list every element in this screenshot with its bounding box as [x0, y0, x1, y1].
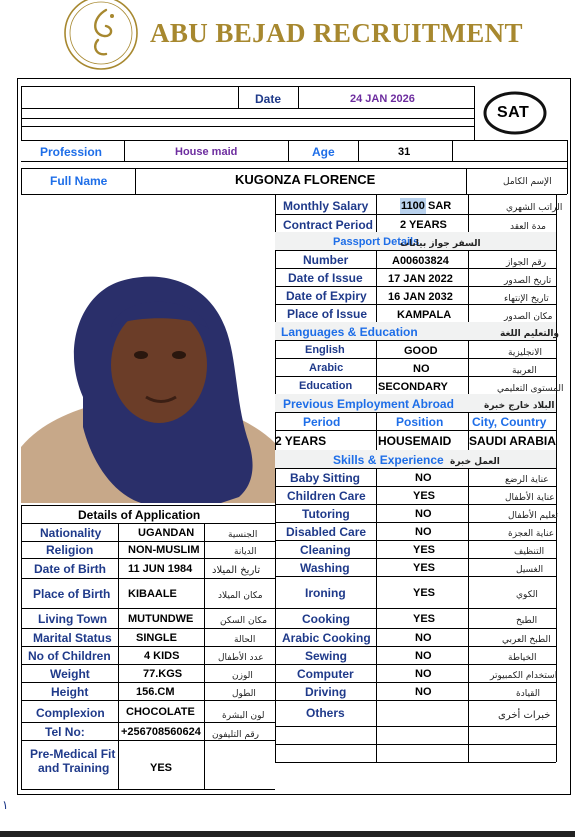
app-religion-ar: الديانة	[234, 547, 257, 557]
date-label: Date	[255, 92, 282, 106]
skill-arabiccooking-ar: الطبخ العربي	[502, 635, 551, 645]
app-premedical-label-2: and Training	[38, 761, 110, 775]
app-premedical-label-1: Pre-Medical Fit	[30, 747, 116, 761]
photo-illustration	[21, 197, 275, 503]
passport-header: Passport Details	[333, 236, 420, 248]
languages-header: Languages & Education	[281, 325, 418, 339]
skill-computer-label: Computer	[297, 667, 354, 681]
skill-arabiccooking-label: Arabic Cooking	[282, 631, 371, 645]
skill-cleaning-value: YES	[413, 544, 436, 556]
company-name: ABU BEJAD RECRUITMENT	[150, 18, 523, 48]
app-children-label: No of Children	[28, 649, 111, 663]
company-logo	[62, 0, 140, 72]
lang-arabic-label: Arabic	[309, 362, 344, 374]
skill-sewing-ar: الخياطة	[508, 653, 537, 663]
app-tel-label: Tel No:	[45, 725, 85, 739]
app-complexion-label: Complexion	[36, 706, 105, 720]
passport-issue-label: Date of Issue	[288, 271, 363, 285]
page-number: ١	[2, 798, 9, 812]
employment-header: Previous Employment Abroad	[283, 397, 454, 411]
skill-babysitting-label: Baby Sitting	[290, 471, 361, 485]
skill-cooking-ar: الطبخ	[516, 616, 538, 626]
skill-washing-label: Washing	[300, 561, 350, 575]
app-marital-ar: الحالة	[234, 635, 256, 645]
contract-value: 2 YEARS	[400, 219, 447, 231]
skill-cooking-label: Cooking	[302, 612, 350, 626]
contract-label: Contract Period	[283, 218, 374, 232]
age-label: Age	[312, 145, 335, 159]
app-religion-value: NON-MUSLIM	[128, 544, 200, 556]
app-pob-label: Place of Birth	[33, 587, 111, 601]
skill-disabledcare-value: NO	[415, 526, 432, 538]
skill-driving-label: Driving	[305, 685, 347, 699]
app-dob-ar: تاريخ الميلاد	[212, 565, 261, 576]
skills-header: Skills & Experience	[333, 453, 444, 467]
app-children-ar: عدد الأطفال	[218, 653, 264, 663]
passport-expiry-ar: تاريخ الإنتهاء	[504, 294, 549, 304]
lang-english-label: English	[305, 344, 345, 356]
fullname-value: KUGONZA FLORENCE	[235, 172, 376, 187]
lang-english-value: GOOD	[404, 345, 438, 357]
lang-education-ar: المستوى التعليمي	[497, 384, 564, 394]
skill-tutoring-label: Tutoring	[302, 507, 350, 521]
salary-currency: SAR	[428, 200, 452, 212]
lang-arabic-ar: العربية	[512, 366, 537, 376]
employment-position-header: Position	[396, 415, 444, 429]
app-children-value: 4 KIDS	[144, 650, 180, 662]
skill-cleaning-label: Cleaning	[300, 543, 351, 557]
skill-ironing-label: Ironing	[305, 586, 346, 600]
skill-sewing-value: NO	[415, 650, 432, 662]
salary-amount: 1100	[401, 200, 425, 212]
applicant-photo	[21, 197, 275, 503]
passport-number-ar: رقم الجواز	[506, 258, 547, 268]
passport-expiry-value: 16 JAN 2032	[388, 291, 453, 303]
skill-tutoring-ar: تعليم الأطفال	[508, 511, 559, 521]
age-value: 31	[398, 146, 411, 158]
app-marital-value: SINGLE	[136, 632, 177, 644]
lang-english-ar: الانجليزية	[508, 348, 542, 358]
skill-babysitting-value: NO	[415, 472, 432, 484]
profession-value: House maid	[175, 146, 238, 158]
skill-others-label: Others	[306, 706, 345, 720]
skills-header-ar: العمل خبرة	[450, 457, 500, 467]
app-height-label: Height	[51, 685, 89, 699]
contract-ar: مدة العقد	[510, 222, 546, 232]
skill-disabledcare-label: Disabled Care	[286, 525, 367, 539]
employment-position: HOUSEMAID	[378, 434, 452, 448]
app-height-value: 156.CM	[136, 686, 175, 698]
app-dob-label: Date of Birth	[34, 562, 106, 576]
app-pob-value: KIBAALE	[128, 588, 177, 600]
passport-number-value: A00603824	[392, 255, 449, 267]
fullname-ar: الإسم الكامل	[503, 177, 552, 187]
app-height-ar: الطول	[232, 689, 256, 699]
app-weight-value: 77.KGS	[143, 668, 183, 680]
app-weight-ar: الوزن	[232, 671, 253, 681]
footer-bar	[0, 831, 575, 837]
skill-cooking-value: YES	[413, 613, 436, 625]
skill-arabiccooking-value: NO	[415, 632, 432, 644]
skill-tutoring-value: NO	[415, 508, 432, 520]
salary-ar: الراتب الشهري	[506, 203, 563, 213]
skill-ironing-ar: الكوي	[516, 590, 538, 600]
passport-issue-value: 17 JAN 2022	[388, 273, 453, 285]
app-nationality-ar: الجنسية	[228, 530, 258, 540]
app-premedical-value: YES	[150, 762, 173, 774]
languages-header-ar: والتعليم اللغة	[500, 329, 560, 339]
skill-babysitting-ar: عناية الرضع	[505, 475, 549, 485]
employment-country: SAUDI ARABIA	[469, 434, 556, 448]
passport-place-ar: مكان الصدور	[504, 312, 553, 322]
app-dob-value: 11 JUN 1984	[128, 563, 193, 575]
skill-washing-ar: الغسيل	[516, 565, 544, 575]
sat-logo-text: SAT	[497, 104, 530, 121]
fullname-label: Full Name	[50, 174, 108, 188]
skill-washing-value: YES	[413, 562, 436, 574]
lang-education-value: SECONDARY	[378, 381, 448, 393]
employment-period: 2 YEARS	[275, 434, 327, 448]
app-marital-label: Marital Status	[33, 631, 112, 645]
passport-number-label: Number	[303, 253, 349, 267]
app-complexion-value: CHOCOLATE	[126, 706, 195, 718]
skill-ironing-value: YES	[413, 587, 436, 599]
skill-childcare-ar: عناية الأطفال	[505, 493, 555, 503]
app-livingtown-ar: مكان السكن	[220, 616, 268, 626]
passport-expiry-label: Date of Expiry	[286, 289, 367, 303]
salary-label: Monthly Salary	[283, 199, 369, 213]
app-pob-ar: مكان الميلاد	[218, 591, 263, 601]
app-complexion-ar: لون البشرة	[222, 711, 265, 721]
skill-disabledcare-ar: عناية العجزة	[508, 529, 555, 539]
lang-education-label: Education	[299, 380, 353, 392]
passport-place-label: Place of Issue	[287, 307, 368, 321]
skill-driving-ar: القيادة	[516, 689, 540, 699]
lang-arabic-value: NO	[413, 363, 430, 375]
skill-sewing-label: Sewing	[305, 649, 348, 663]
page-header	[0, 0, 575, 72]
employment-period-header: Period	[303, 415, 341, 429]
app-tel-value: +256708560624	[121, 726, 201, 738]
employment-city-header: City, Country	[472, 415, 547, 429]
skill-childcare-value: YES	[413, 490, 436, 502]
app-nationality-label: Nationality	[40, 526, 102, 540]
skill-driving-value: NO	[415, 686, 432, 698]
app-nationality-value: UGANDAN	[138, 527, 195, 539]
passport-header-ar: السفر جواز بيانات	[400, 239, 481, 249]
employment-header-ar: البلاد خارج خبرة	[484, 401, 555, 411]
skill-others-ar: خبرات أخرى	[498, 710, 551, 721]
passport-place-value: KAMPALA	[397, 309, 452, 321]
skill-computer-value: NO	[415, 668, 432, 680]
skill-computer-ar: استخدام الكمبيوتر	[490, 671, 558, 681]
application-header: Details of Application	[78, 508, 201, 522]
app-livingtown-label: Living Town	[38, 612, 108, 626]
date-value: 24 JAN 2026	[350, 93, 415, 105]
skill-cleaning-ar: التنظيف	[514, 547, 545, 557]
profession-label: Profession	[40, 145, 103, 159]
app-livingtown-value: MUTUNDWE	[128, 613, 194, 625]
skill-childcare-label: Children Care	[287, 489, 366, 503]
app-weight-label: Weight	[50, 667, 90, 681]
passport-issue-ar: تاريخ الصدور	[504, 276, 552, 286]
app-tel-ar: رقم التليفون	[212, 730, 259, 740]
app-religion-label: Religion	[46, 543, 94, 557]
